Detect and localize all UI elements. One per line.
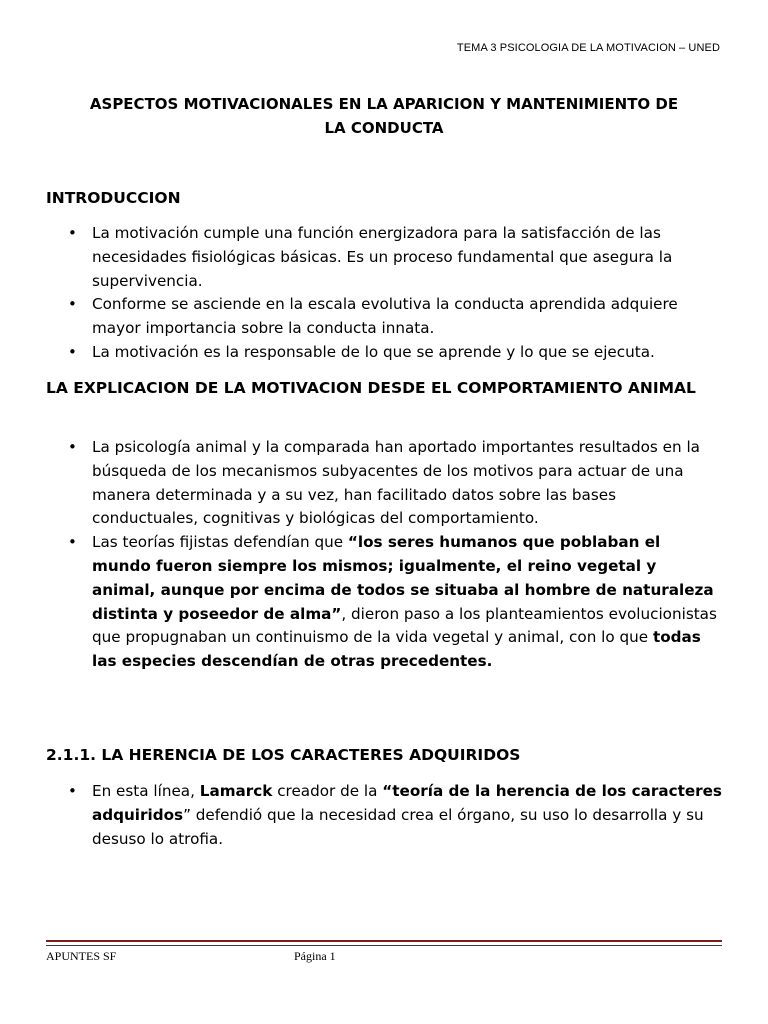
- footer-rule: [46, 940, 722, 942]
- section-heading-comportamiento-animal: LA EXPLICACION DE LA MOTIVACION DESDE EL COMPORTAMIENTO ANIMAL: [46, 379, 696, 397]
- list-item: [46, 341, 722, 365]
- running-header: TEMA 3 PSICOLOGIA DE LA MOTIVACION – UNED: [456, 42, 720, 54]
- page-number: Página 1: [294, 949, 336, 963]
- herencia-bullet-list: [46, 780, 722, 851]
- document-title-line-1: ASPECTOS MOTIVACIONALES EN LA APARICION Y MANTENIMIENTO DE: [89, 95, 679, 113]
- list-item-text: [92, 533, 717, 670]
- text-run: creador de la: [272, 782, 383, 800]
- document-title-line-2: LA CONDUCTA: [324, 119, 444, 137]
- list-item-text: La psicología animal y la comparada han aportado importantes resultados en la búsqueda de los mecanismos subyacentes de los motivos para actuar de una manera determinada y a su vez, han facilitado datos sobre las bases conductuales, cognitivas y biológicas del comportamiento.: [92, 438, 700, 528]
- comportamiento-animal-bullet-list: [46, 436, 722, 674]
- list-item-text: La motivación cumple una función energizadora para la satisfacción de las necesidades fisiológicas básicas. Es un proceso fundamental que asegura la supervivencia.: [92, 224, 673, 290]
- bullet-icon: •: [68, 295, 77, 314]
- bold-name: Lamarck: [199, 782, 273, 800]
- bullet-icon: •: [68, 533, 77, 552]
- footer-rule-thin: [46, 945, 722, 946]
- bullet-icon: •: [68, 224, 77, 242]
- section-heading-herencia: 2.1.1. LA HERENCIA DE LOS CARACTERES ADQUIRIDOS: [46, 746, 521, 764]
- bullet-icon: •: [68, 438, 77, 456]
- bold-theory: “teoría de la herencia de los caracteres adquiridos: [92, 782, 722, 824]
- bold-quote: “los seres humanos que poblaban el mundo fueron siempre los mismos; igualmente, el reino vegetal y animal, aunque por encima de todos se situaba al hombre de naturaleza distinta y poseedor de alma”: [92, 533, 714, 623]
- footer-label: APUNTES SF: [46, 949, 117, 963]
- text-run: Las teorías fijistas defendían que: [92, 533, 348, 552]
- document-title: [46, 92, 722, 140]
- introduccion-bullet-list: [46, 222, 722, 365]
- section-heading-introduccion: INTRODUCCION: [46, 189, 181, 207]
- list-item: [46, 293, 722, 341]
- text-run: , dieron paso a los planteamientos evolucionistas que propugnaban un continuismo de la vida vegetal y animal, con lo que: [92, 604, 717, 647]
- text-run: En esta línea,: [92, 782, 200, 800]
- bullet-icon: •: [68, 342, 77, 361]
- list-item: [46, 780, 722, 851]
- bold-conclusion: todas las especies descendían de otras precedentes.: [92, 628, 701, 671]
- bullet-icon: •: [68, 782, 77, 800]
- text-run: ” defendió que la necesidad crea el órgano, su uso lo desarrolla y su desuso lo atrofia.: [92, 805, 704, 848]
- list-item-text: [92, 782, 722, 848]
- list-item: [46, 531, 722, 674]
- list-item-text: La motivación es la responsable de lo que se aprende y lo que se ejecuta.: [92, 342, 655, 361]
- list-item-text: Conforme se asciende en la escala evolutiva la conducta aprendida adquiere mayor importancia sobre la conducta innata.: [92, 295, 678, 338]
- list-item: [46, 436, 722, 531]
- list-item: [46, 222, 722, 293]
